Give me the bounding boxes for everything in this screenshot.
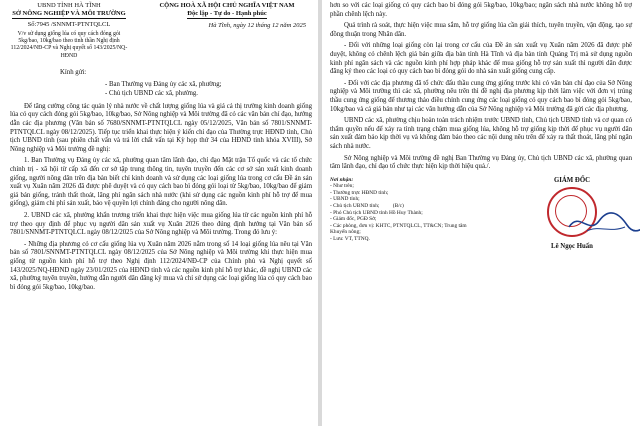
recipients-item: - Lưu: VT, TTNQ. (330, 236, 370, 243)
issuer-department: SỞ NÔNG NGHIỆP VÀ MÔI TRƯỜNG (12, 10, 126, 17)
paragraph: 1. Ban Thường vụ Đảng ủy các xã, phường quan tâm lãnh đạo, chỉ đạo Mặt trận Tổ quốc và các tổ chức chính trị - xã hội từ cấp xã đến cơ sở tập trung thông tin, tuyên truyền đến các cơ sở sản xuất kinh doanh giống, người nông dân trên địa bàn biết chỉ kinh doanh và sử dụng các loại giống lúa trong cơ cấu Đề án sản xuất vụ Xuân năm 2026 đã được phê duyệt và có quy cách bao bì đóng gói loại từ 5kg/bao, 10kg/bao để giảm giá bán giống, tránh thất thoát, lãng phí ngân sách nhà nước (khi sử dụng các nguồn kinh phí hỗ trợ để mua giống), giảm chi phí sản xuất, bảo vệ quyền lợi chính đáng cho người nông dân. (10, 157, 312, 208)
paragraph: UBND các xã, phường chịu hoàn toàn trách nhiệm trước UBND tỉnh, Chủ tịch UBND tỉnh và cơ quan có thẩm quyền nếu để xảy ra tình trạng chậm mua giống lúa, không hỗ trợ giống kịp thời để phục vụ người dân sản xuất đảm bảo kịp thời vụ và không đảm bảo theo các nội dung nêu trên để xảy ra thất thoát, lãng phí ngân sách nhà nước. (330, 117, 632, 150)
report-note: (B/c) (392, 203, 404, 210)
document-footer (330, 177, 632, 250)
recipients-item: - UBND tỉnh; (330, 196, 360, 203)
document-number: Số:7945 /SNNMT-PTNTQLCL (27, 21, 111, 28)
signer-title: GIÁM ĐỐC (553, 176, 591, 184)
paragraph: - Những địa phương có cơ cấu giống lúa vụ Xuân năm 2026 nằm trong số 14 loại giống lúa nêu tại Văn bản số 7801/SNNMT-PTNTQLCL ngày 08/12/2025 của Sở Nông nghiệp và Môi trường khi thực hiện mua giống từ nguồn kinh phí hỗ trợ theo Nghị định 112/2024/NĐ-CP của Chính phủ và Nghị quyết số 143/2025/NQ-HĐND ngày 23/01/2025 của HĐND tỉnh và các nguồn kinh phí hỗ trợ khác, đề nghị UBND các xã, phường tuyên truyền, hướng dẫn người dân đăng ký mua và chỉ sử dụng các loại giống lúa có quy cách bao bì đóng gói 5kg/bao, 10kg/bao. (10, 240, 312, 291)
paragraph: hơn so với các loại giống có quy cách bao bì đóng gói 5kg/bao, 10kg/bao; ngân sách nhà nước không hỗ trợ phần chênh lệch này. (330, 2, 632, 18)
body-text (10, 103, 312, 292)
recipients-item: - Như trên; (330, 183, 354, 190)
recipients-item: - Thường trực HĐND tỉnh; (330, 189, 389, 196)
document-subject: V/v sử dụng giống lúa có quy cách đóng gói 5kg/bao, 10kg/bao theo tinh thần Nghị định 112/2024/NĐ-CP và Nghị quyết số 143/2025/NQ-HĐND (10, 31, 128, 59)
issuer-province: UBND TỈNH HÀ TĨNH (37, 2, 101, 9)
recipients-item: - Các phòng, đơn vị: KHTC, PTNTQLCL, TT&CN; Trung tâm Khuyến nông; (330, 222, 467, 236)
country-name: CỘNG HOÀ XÃ HỘI CHỦ NGHĨA VIỆT NAM (159, 2, 295, 9)
paragraph: 2. UBND các xã, phường khẩn trương triển khai thực hiện việc mua giống lúa từ các nguồn kinh phí hỗ trợ theo quy định để phục vụ người dân sản xuất vụ Xuân 2026 theo đúng định hướng tại Văn bản số 7801/SNNMT-PTNTQLCL ngày 08/12/2025 của Sở Nông nghiệp và Môi trường. Trong đó lưu ý: (10, 211, 312, 237)
signature-scribble (567, 209, 640, 237)
body-text (330, 2, 632, 172)
paragraph: - Đối với các địa phương đã tổ chức đấu thầu cung ứng giống trước khi có văn bản chỉ đạo của Sở Nông nghiệp và Môi trường thì các xã, phường nêu trên thì đề nghị địa phương kịp thời làm việc với đơn vị trúng thầu cung ứng giống để thương thảo điều chỉnh cung ứng các loại giống có quy cách bao bì đóng gói 5kg/bao, 10kg/bao và cả giá bán như tại các văn hướng dẫn của Sở Nông nghiệp và Môi trường đã gửi các địa phương. (330, 79, 632, 113)
page-2 (322, 0, 640, 426)
issuer-block (10, 2, 128, 60)
page-1 (0, 0, 318, 426)
recipients-heading: Nơi nhận: (330, 176, 354, 183)
recipients-item: - Giám đốc, PGĐ Sở; (330, 216, 377, 223)
paragraph: Sở Nông nghiệp và Môi trường đề nghị Ban Thường vụ Đảng ủy, Chủ tịch UBND các xã, phường quan tâm lãnh đạo, chỉ đạo tổ chức thực hiện kịp thời hiệu quả./. (330, 154, 632, 171)
recipients-list (330, 177, 480, 250)
paragraph: Quá trình rà soát, thực hiện việc mua sắm, hỗ trợ giống lúa cần giải thích, tuyên truyền, vận động, tạo sự đồng thuận trong Nhân dân. (330, 22, 632, 38)
greeting: Kính gửi: (60, 68, 87, 76)
signature-block (512, 177, 632, 250)
recipient-1: - Ban Thường vụ Đảng ủy các xã, phường; (105, 80, 222, 88)
document-header (10, 2, 312, 60)
signer-name: Lê Ngọc Huấn (551, 242, 593, 250)
recipients-item: - Phó Chủ tịch UBND tỉnh Hồ Huy Thành; (330, 209, 423, 216)
recipients-item: - Chủ tịch UBND tỉnh; (B/c) (330, 203, 404, 210)
issue-date: Hà Tĩnh, ngày 12 tháng 12 năm 2025 (208, 22, 306, 29)
national-motto-block (142, 2, 312, 60)
paragraph: - Đối với những loại giống còn lại trong cơ cấu của Đề án sản xuất vụ Xuân năm 2026 đã được phê duyệt, không có chênh lệch giá bán giữa địa bàn tỉnh Hà Tĩnh và địa bàn tỉnh Quảng Trị mà sử dụng nguồn kinh phí ngân sách và các nguồn kinh phí hợp pháp khác để mua giống hỗ trợ sản xuất thì người dân được đăng ký theo các loại có quy cách bao bì đóng gói do nhà sản xuất giống cung cấp. (330, 42, 632, 76)
recipient-2: - Chủ tịch UBND các xã, phường. (105, 89, 198, 97)
paragraph: Để tăng cường công tác quản lý nhà nước về chất lượng giống lúa và giá cả thị trường kinh doanh giống lúa có quy cách đóng gói 5kg/bao, 10kg/bao, Sở Nông nghiệp và Môi trường đã có các văn bản chỉ đạo, hướng dẫn các địa phương (Văn bản số 7680/SNNMT-PTNTQLCL ngày 05/12/2025, Văn bản số 7801/SNNMT-PTNTQLCL ngày 08/12/2025). Tiếp tục triển khai thực hiện ý kiến chỉ đạo của Thường trực HĐND tỉnh, Chủ tịch UBND tỉnh (sau phiên chất vấn và trả lời chất vấn tại Kỳ họp thứ 34 của HĐND tỉnh khóa XVIII), Sở Nông nghiệp và Môi trường đề nghị: (10, 102, 312, 153)
official-stamp (547, 187, 597, 237)
national-motto: Độc lập - Tự do - Hạnh phúc (187, 10, 267, 17)
